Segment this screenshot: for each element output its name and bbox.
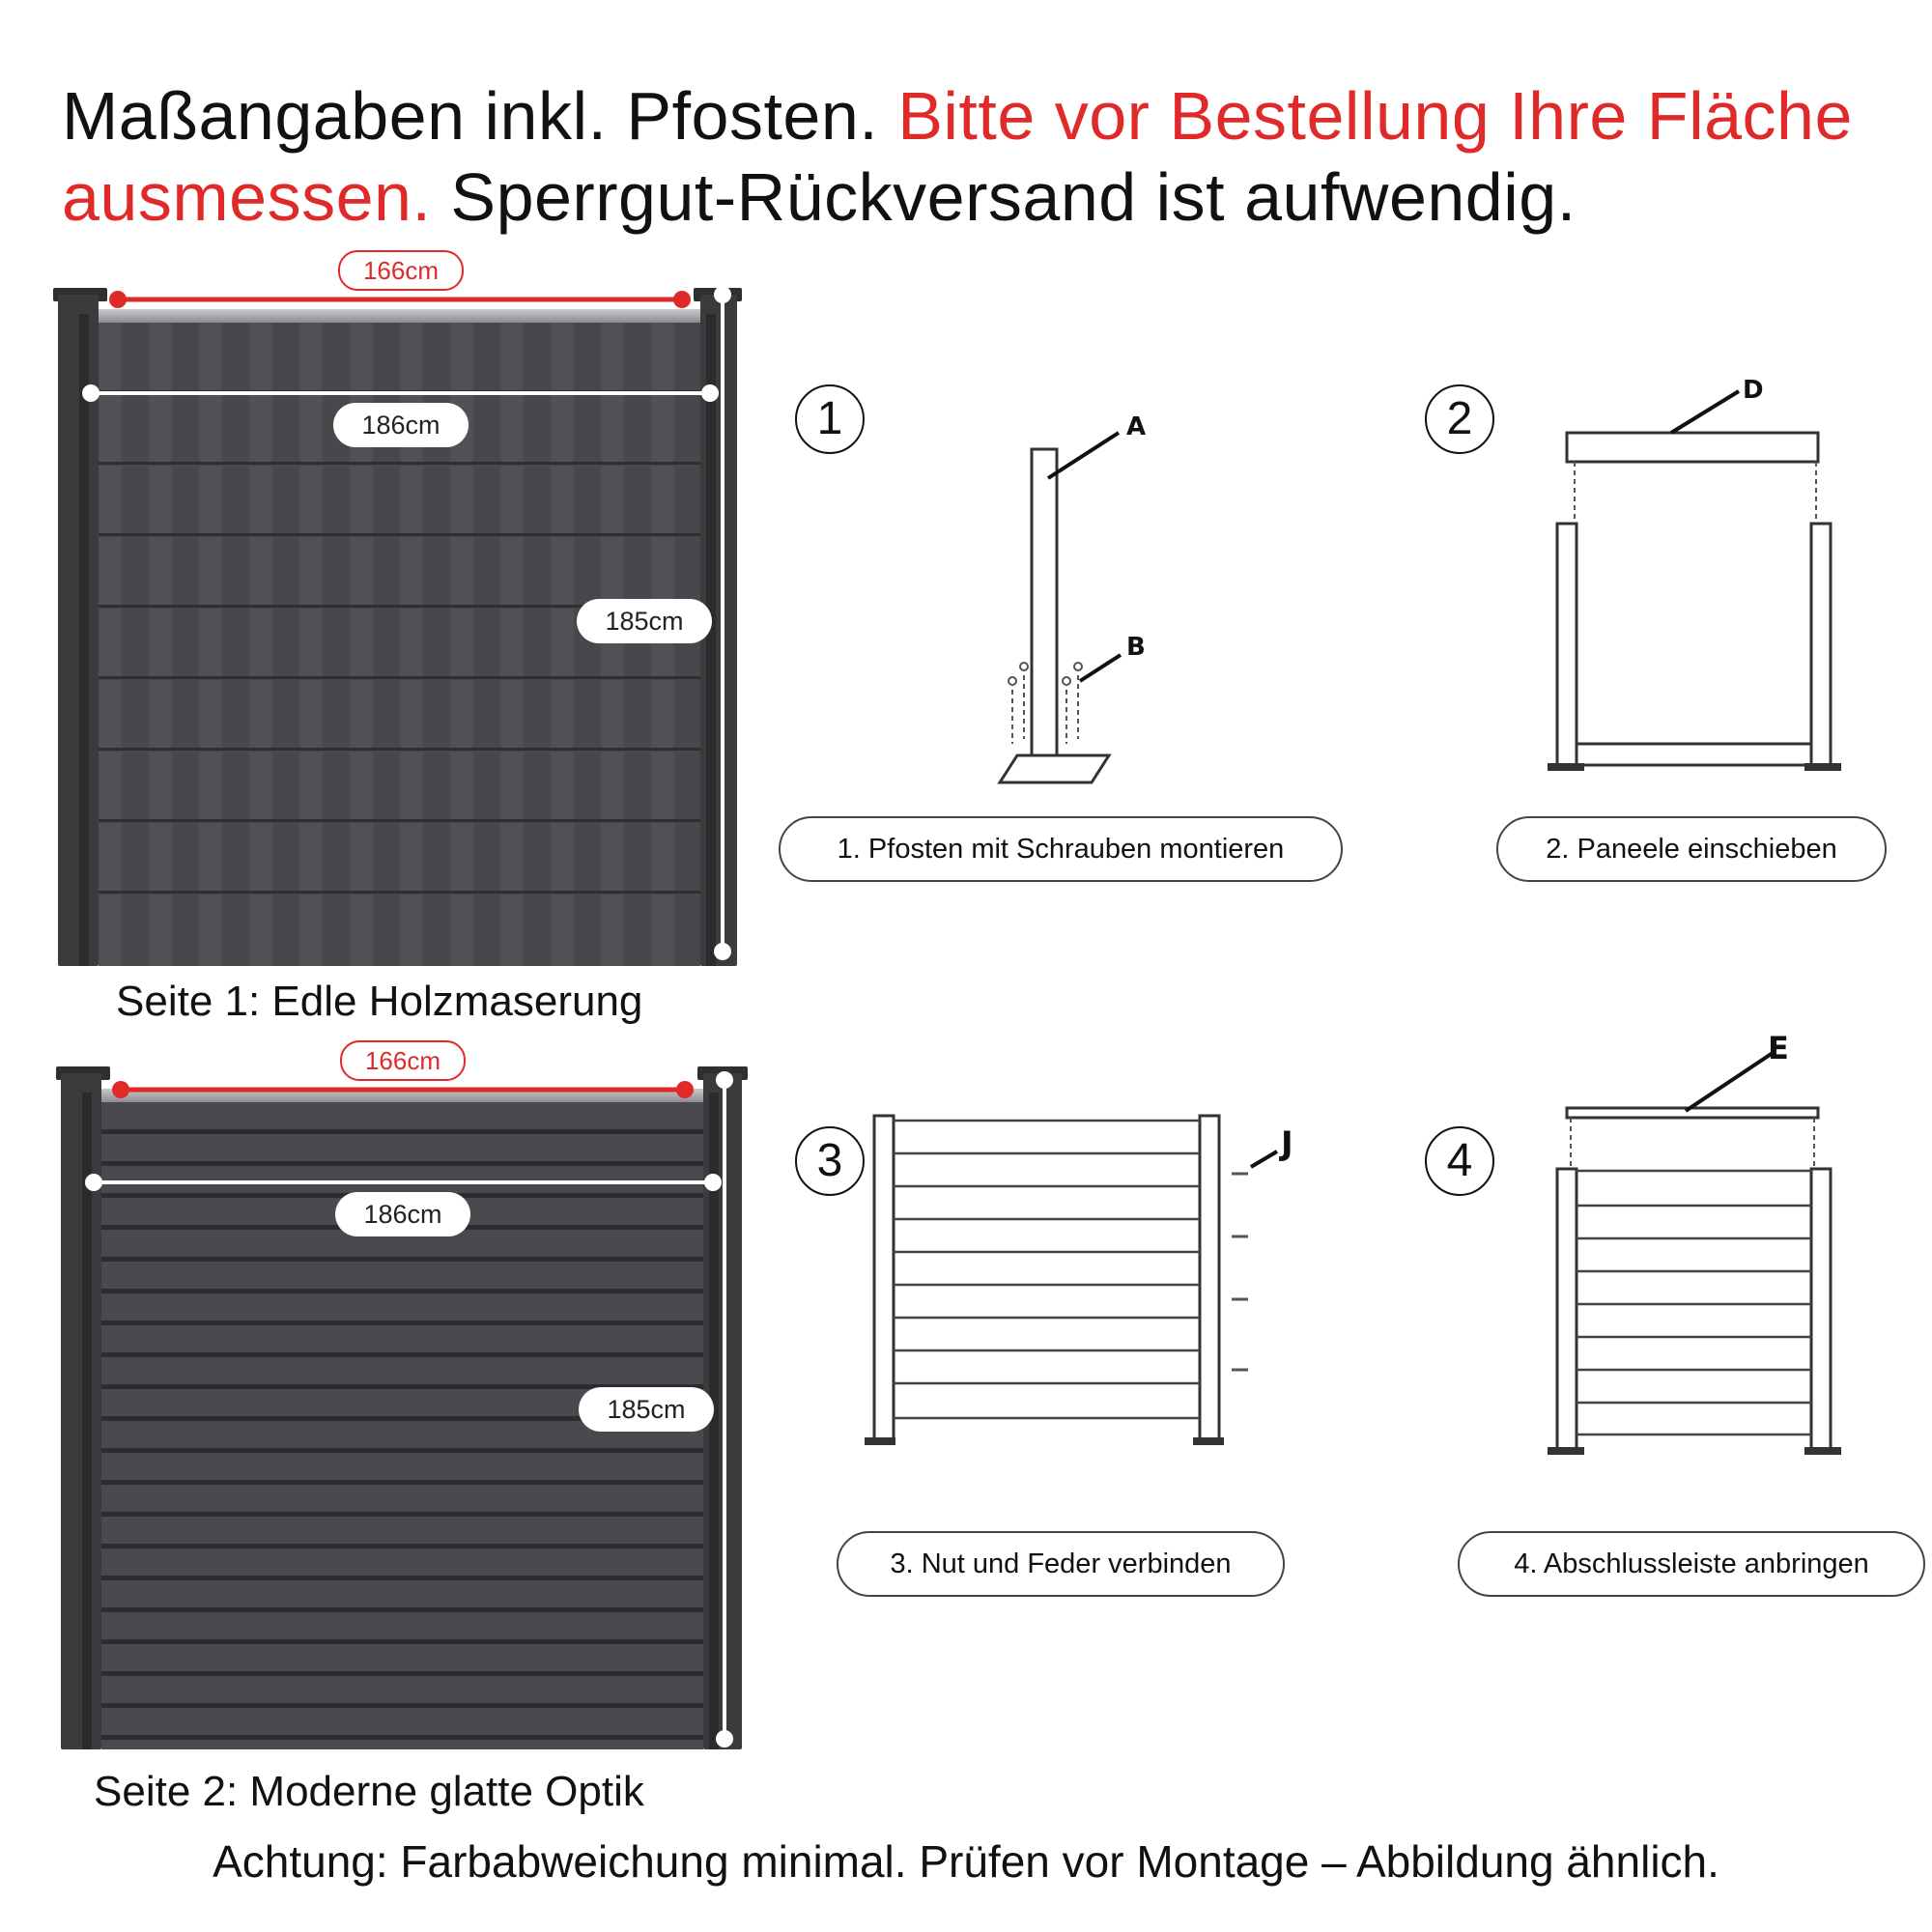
measurement-overlay — [0, 0, 773, 1768]
step-1-number: 1 — [795, 384, 865, 454]
label-D: D — [1743, 377, 1764, 405]
label-B: B — [1126, 633, 1146, 662]
step-4-capping-illustration — [1536, 1024, 1855, 1488]
height-label: 185cm — [579, 1387, 714, 1432]
label-J: J — [1281, 1124, 1293, 1163]
top-width-label: 166cm — [338, 250, 464, 291]
footer-disclaimer: Achtung: Farbabweichung minimal. Prüfen vor Montage – Abbildung ähnlich. — [213, 1836, 1719, 1887]
label-A: A — [1126, 412, 1147, 441]
headline-part-1: Maßangaben inkl. Pfosten. — [62, 78, 879, 154]
step-2-label: 2. Paneele einschieben — [1496, 816, 1887, 882]
total-width-label: 186cm — [333, 403, 469, 447]
height-label: 185cm — [577, 599, 712, 643]
fence-caption-2: Seite 2: Moderne glatte Optik — [94, 1768, 644, 1815]
headline-warning: Bitte vor Bestellung Ihre Fläche ausmessen. — [62, 78, 1853, 235]
step-3-label: 3. Nut und Feder verbinden — [837, 1531, 1285, 1597]
step-4-number: 4 — [1425, 1126, 1494, 1196]
headline-part-3: Sperrgut-Rückversand ist aufwendig. — [450, 159, 1577, 235]
step-2-panel-illustration — [1536, 377, 1855, 792]
step-4-label: 4. Abschlussleiste anbringen — [1458, 1531, 1925, 1597]
step-1-post-illustration — [985, 406, 1198, 792]
top-width-label: 166cm — [340, 1040, 466, 1081]
step-3-tongue-groove-illustration — [860, 1101, 1323, 1459]
step-3-number: 3 — [795, 1126, 865, 1196]
step-1-label: 1. Pfosten mit Schrauben montieren — [779, 816, 1343, 882]
total-width-label: 186cm — [335, 1192, 470, 1236]
label-E: E — [1768, 1030, 1789, 1066]
fence-caption-1: Seite 1: Edle Holzmaserung — [116, 978, 643, 1025]
step-2-number: 2 — [1425, 384, 1494, 454]
